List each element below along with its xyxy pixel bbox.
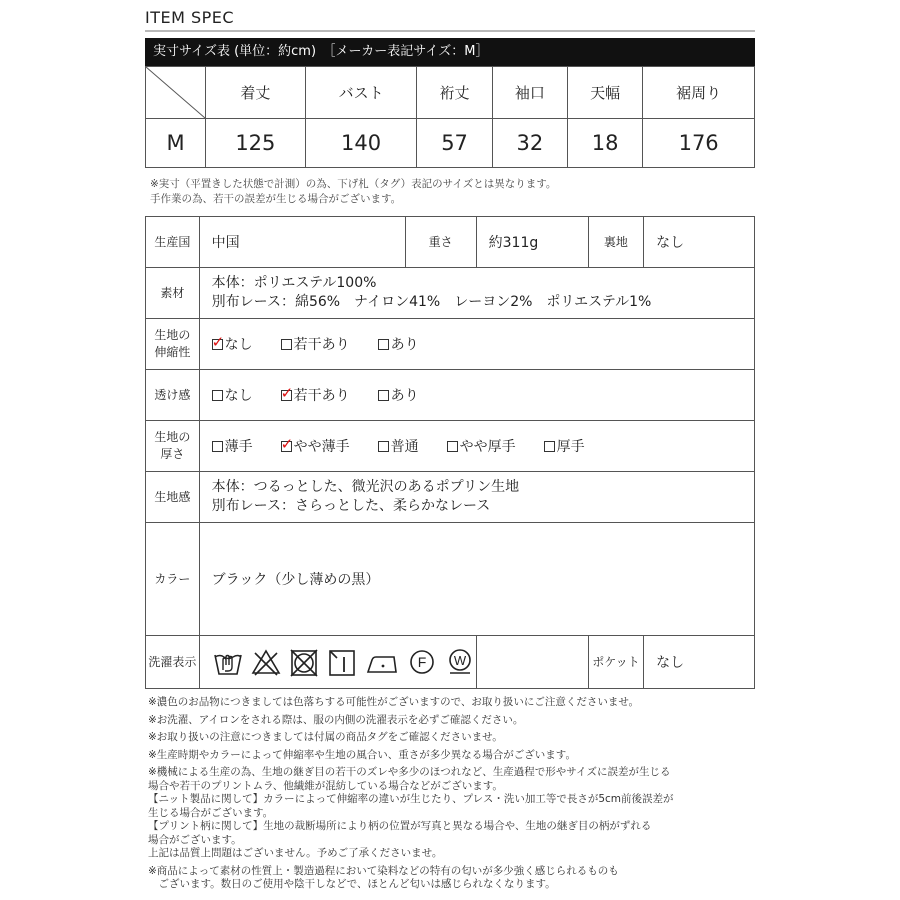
lining-value: なし [644, 217, 755, 268]
page-title: ITEM SPEC [145, 8, 235, 27]
header-divider [145, 30, 755, 32]
checkbox-icon [378, 339, 389, 350]
no-tumble-dry-icon [288, 646, 320, 678]
checkbox-icon [447, 441, 458, 452]
note-line: 場合がございます。 [148, 833, 242, 846]
corner-cell [146, 67, 206, 119]
size-note-line: ※実寸（平置きした状態で計測）の為、下げ札（タグ）表記のサイズとは異なります。 [150, 178, 557, 190]
spec-row-stretch [146, 319, 755, 370]
note-line: 生じる場合がございます。 [148, 806, 274, 819]
thickness-option [544, 436, 585, 456]
size-value: 125 [206, 119, 306, 168]
stretch-label-line: 生地の [154, 328, 191, 342]
option-label: 普通 [390, 439, 419, 455]
option-label: なし [224, 337, 253, 353]
item-spec-header [145, 8, 755, 32]
origin-value: 中国 [199, 217, 405, 268]
wash-label: 洗濯表示 [146, 636, 200, 689]
size-value: 176 [643, 119, 755, 168]
option-label: なし [224, 388, 253, 404]
dry-clean-f-icon [406, 646, 438, 678]
spec-row-sheer [146, 370, 755, 421]
material-line: 別布レース：綿56% ナイロン41% レーヨン2% ポリエステル1% [211, 294, 652, 310]
note-line: 場合や若干のプリントムラ、他繊維が混紡している場合などがございます。 [148, 779, 503, 792]
column-header: 裄丈 [417, 67, 492, 119]
size-table-row [146, 119, 755, 168]
column-header: 天幅 [567, 67, 642, 119]
checkbox-icon [212, 441, 223, 452]
line-dry-shade-icon [326, 646, 358, 678]
material-value [199, 268, 754, 319]
hand-wash-icon [212, 646, 244, 678]
size-table-title-bar: 実寸サイズ表 (単位：約cm) ［メーカー表記サイズ：M］ [145, 38, 755, 66]
thickness-label [146, 421, 200, 472]
no-bleach-icon [250, 646, 282, 678]
note-line: ※お洗濯、アイロンをされる際は、服の内側の洗濯表示を必ずご確認ください。 [148, 713, 524, 726]
note-line: ございます。数日のご使用や陰干しなどで、ほとんど匂いは感じられなくなります。 [148, 878, 556, 890]
thickness-label-line: 生地の [154, 430, 191, 444]
texture-value [199, 472, 754, 523]
note-line: ※商品によって素材の性質上・製造過程において染料などの特有の匂いが多少強く感じられるものも [148, 864, 619, 877]
weight-label: 重さ [405, 217, 476, 268]
spec-row-texture [146, 472, 755, 523]
checkbox-checked-icon: ✓ [280, 434, 294, 453]
lining-label: 裏地 [588, 217, 643, 268]
thickness-options [199, 421, 754, 472]
option-label: あり [390, 337, 419, 353]
texture-line: 本体：つるっとした、微光沢のあるポプリン生地 [211, 479, 520, 495]
spec-table [145, 216, 755, 689]
size-table-header-row [146, 67, 755, 119]
size-value: 32 [492, 119, 567, 168]
thickness-option [281, 436, 350, 456]
wet-clean-letter: W [453, 653, 466, 668]
sheer-label: 透け感 [146, 370, 200, 421]
size-value: 18 [567, 119, 642, 168]
stretch-option [212, 334, 253, 354]
weight-value: 約311g [476, 217, 588, 268]
thickness-option [447, 436, 516, 456]
pocket-value: なし [644, 636, 755, 689]
option-label: 薄手 [224, 439, 253, 455]
size-note-line: 手作業の為、若干の誤差が生じる場合がございます。 [150, 193, 402, 205]
sheer-options [199, 370, 754, 421]
origin-label: 生産国 [146, 217, 200, 268]
spec-row-color [146, 523, 755, 636]
iron-low-icon [364, 646, 400, 678]
size-value: 140 [305, 119, 417, 168]
material-line: 本体：ポリエステル100% [211, 275, 377, 291]
stretch-label [146, 319, 200, 370]
checkbox-icon [378, 441, 389, 452]
sheer-option [212, 385, 253, 405]
bottom-notes [148, 696, 768, 892]
option-label: 若干あり [293, 388, 350, 404]
note-line: 【プリント柄に関して】生地の裁断場所により柄の位置が写真と異なる場合や、生地の継ぎ目の柄がずれる [148, 820, 652, 832]
option-label: あり [390, 388, 419, 404]
note-line: ※機械による生産の為、生地の継ぎ目の若干のズレや多少のほつれなど、生産過程で形やサイズに誤差が生じる [148, 766, 671, 778]
wash-icons-cell [199, 636, 476, 689]
stretch-options [199, 319, 754, 370]
stretch-option [378, 334, 419, 354]
checkbox-icon [281, 339, 292, 350]
spec-row-thickness [146, 421, 755, 472]
checkbox-checked-icon: ✓ [211, 332, 225, 351]
note-line: ※濃色のお品物につきましては色落ちする可能性がございますので、お取り扱いにご注意くださいませ。 [148, 696, 640, 708]
option-label: やや薄手 [293, 439, 350, 455]
spec-row-origin [146, 217, 755, 268]
thickness-option [378, 436, 419, 456]
texture-line: 別布レース：さらっとした、柔らかなレース [211, 498, 491, 514]
column-header: 袖口 [492, 67, 567, 119]
spec-row-material [146, 268, 755, 319]
size-table [145, 66, 755, 168]
material-label: 素材 [146, 268, 200, 319]
note-line: 上記は品質上問題はございません。予めご了承くださいませ。 [148, 847, 443, 859]
wash-spacer [476, 636, 588, 689]
note-line: ※お取り扱いの注意につきましては付属の商品タグをご確認くださいませ。 [148, 731, 503, 743]
dry-clean-letter: F [417, 654, 426, 670]
thickness-option [212, 436, 253, 456]
checkbox-icon [544, 441, 555, 452]
wet-clean-w-icon [444, 646, 476, 678]
note-line: ※生産時期やカラーによって伸縮率や生地の風合い、重さが多少異なる場合がございます。 [148, 748, 576, 761]
note-line: 【ニット製品に関して】カラーによって伸縮率の違いが生じたり、プレス・洗い加工等で長さが5cm前後誤差が [148, 793, 674, 805]
size-label: M [146, 119, 206, 168]
checkbox-checked-icon: ✓ [280, 383, 294, 402]
sheer-option [281, 385, 350, 405]
checkbox-icon [212, 390, 223, 401]
thickness-label-line: 厚さ [160, 447, 185, 461]
diagonal-line [146, 67, 205, 118]
sheer-option [378, 385, 419, 405]
stretch-label-line: 伸縮性 [154, 345, 191, 359]
column-header: バスト [305, 67, 417, 119]
size-value: 57 [417, 119, 492, 168]
color-label: カラー [146, 523, 200, 636]
texture-label: 生地感 [146, 472, 200, 523]
color-value: ブラック（少し薄めの黒） [199, 523, 754, 636]
spec-row-wash [146, 636, 755, 689]
checkbox-icon [378, 390, 389, 401]
option-label: やや厚手 [459, 439, 516, 455]
size-note [150, 177, 770, 207]
option-label: 厚手 [556, 439, 585, 455]
column-header: 裾周り [643, 67, 755, 119]
option-label: 若干あり [293, 337, 350, 353]
stretch-option [281, 334, 350, 354]
pocket-label: ポケット [588, 636, 643, 689]
column-header: 着丈 [206, 67, 306, 119]
